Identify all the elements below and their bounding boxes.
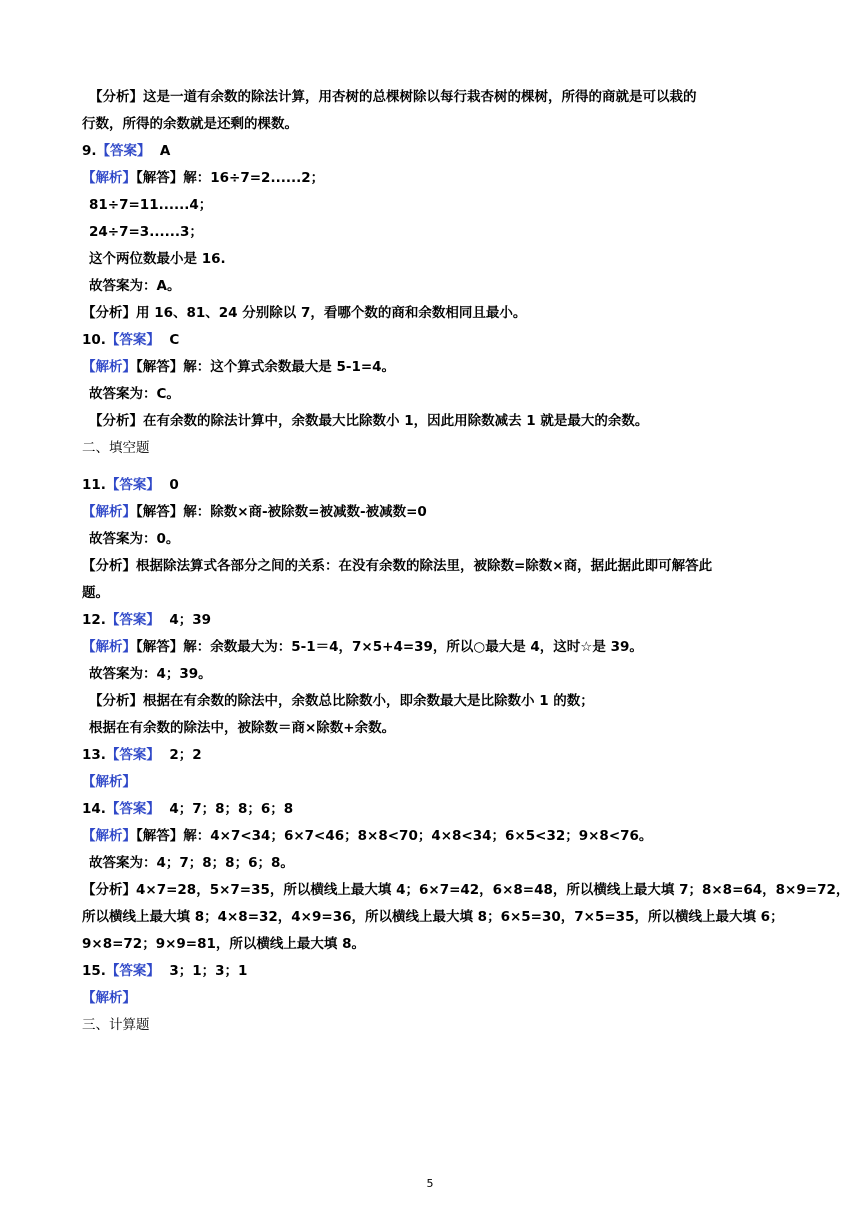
text-line bbox=[82, 219, 782, 246]
label-tag: 【答案】 bbox=[105, 963, 160, 979]
question-number: 10. bbox=[82, 332, 106, 348]
question-number: 14. bbox=[82, 801, 106, 817]
text-line bbox=[82, 580, 782, 607]
line-text: 【解答】解：16÷7=2......2； bbox=[136, 170, 325, 186]
text-line bbox=[82, 931, 782, 958]
label-tag: 【解析】 bbox=[82, 639, 136, 655]
text-line bbox=[82, 84, 782, 111]
line-text: 81÷7=11......4； bbox=[89, 197, 213, 213]
line-text: C bbox=[159, 332, 180, 348]
label-tag: 【答案】 bbox=[105, 477, 160, 493]
section-heading-fill-in: 二、填空题 bbox=[82, 440, 150, 456]
text-line bbox=[82, 246, 782, 273]
label-tag: 【答案】 bbox=[105, 612, 160, 628]
line-text: 故答案为：4；39。 bbox=[89, 666, 212, 682]
line-text: 4；7；8；8；6；8 bbox=[159, 801, 294, 817]
line-text: 行数，所得的余数就是还剩的棵数。 bbox=[82, 116, 298, 132]
text-line bbox=[82, 796, 782, 823]
line-text: 【分析】根据除法算式各部分之间的关系：在没有余数的除法里，被除数=除数×商，据此据此即可解答此 bbox=[82, 558, 713, 574]
text-line bbox=[82, 553, 782, 580]
text-line bbox=[82, 300, 782, 327]
text-line bbox=[82, 138, 782, 165]
text-line bbox=[82, 877, 850, 904]
label-tag: 【解析】 bbox=[82, 828, 136, 844]
line-text: A bbox=[150, 143, 171, 159]
question-number: 11. bbox=[82, 477, 106, 493]
text-line bbox=[82, 904, 782, 931]
line-text: 【分析】这是一道有余数的除法计算，用杏树的总棵树除以每行栽杏树的棵树，所得的商就是可以栽的 bbox=[89, 89, 697, 105]
line-text: 题。 bbox=[82, 585, 109, 601]
label-tag: 【答案】 bbox=[105, 747, 160, 763]
line-text: 【解答】解：余数最大为：5-1＝4，7×5+4=39，所以○最大是 4，这时☆是 39。 bbox=[136, 639, 643, 655]
text-line bbox=[82, 354, 782, 381]
text-line bbox=[82, 634, 782, 661]
line-text: 故答案为：C。 bbox=[89, 386, 180, 402]
answer-content bbox=[82, 84, 850, 1039]
page-number: 5 bbox=[426, 1177, 434, 1190]
label-tag: 【答案】 bbox=[105, 801, 160, 817]
text-line bbox=[82, 850, 782, 877]
line-text: 【解答】解：除数×商-被除数=被减数-被减数=0 bbox=[136, 504, 427, 520]
line-text: 【分析】在有余数的除法计算中，余数最大比除数小 1，因此用除数减去 1 就是最大的余数。 bbox=[89, 413, 649, 429]
text-line bbox=[82, 111, 782, 138]
text-line bbox=[82, 985, 782, 1012]
text-line bbox=[82, 526, 782, 553]
question-number: 13. bbox=[82, 747, 106, 763]
section-heading-calculation: 三、计算题 bbox=[82, 1017, 150, 1033]
label-tag: 【解析】 bbox=[82, 990, 136, 1006]
text-line bbox=[82, 327, 782, 354]
answer-block-1 bbox=[82, 84, 782, 435]
label-tag: 【解析】 bbox=[82, 774, 136, 790]
label-tag: 【解析】 bbox=[82, 504, 136, 520]
text-line bbox=[82, 661, 782, 688]
text-line bbox=[82, 165, 782, 192]
line-text: 所以横线上最大填 8；4×8=32，4×9=36，所以横线上最大填 8；6×5=30，7×5=35，所以横线上最大填 6； bbox=[82, 909, 784, 925]
text-line bbox=[82, 958, 782, 985]
label-tag: 【解析】 bbox=[82, 359, 136, 375]
line-text: 故答案为：0。 bbox=[89, 531, 180, 547]
line-text: 故答案为：A。 bbox=[89, 278, 181, 294]
line-text: 根据在有余数的除法中，被除数＝商×除数+余数。 bbox=[89, 720, 396, 736]
text-line bbox=[82, 381, 782, 408]
text-line bbox=[82, 499, 782, 526]
text-line bbox=[82, 715, 782, 742]
question-number: 9. bbox=[82, 143, 97, 159]
text-line bbox=[82, 688, 782, 715]
line-text: 【分析】根据在有余数的除法中，余数总比除数小，即余数最大是比除数小 1 的数； bbox=[89, 693, 594, 709]
line-text: 【分析】用 16、81、24 分别除以 7，看哪个数的商和余数相同且最小。 bbox=[82, 305, 527, 321]
label-tag: 【解析】 bbox=[82, 170, 136, 186]
text-line bbox=[82, 408, 782, 435]
line-text: 【解答】解：4×7<34；6×7<46；8×8<70；4×8<34；6×5<32；9×8<76。 bbox=[136, 828, 653, 844]
line-text: 故答案为：4；7；8；8；6；8。 bbox=[89, 855, 294, 871]
label-tag: 【答案】 bbox=[105, 332, 160, 348]
text-line bbox=[82, 607, 782, 634]
line-text: 这个两位数最小是 16. bbox=[89, 251, 226, 267]
line-text: 9×8=72；9×9=81，所以横线上最大填 8。 bbox=[82, 936, 365, 952]
line-text: 2；2 bbox=[159, 747, 202, 763]
text-line bbox=[82, 823, 782, 850]
line-text: 0 bbox=[159, 477, 179, 493]
label-tag: 【答案】 bbox=[96, 143, 151, 159]
line-text: 4；39 bbox=[159, 612, 212, 628]
line-text: 【解答】解：这个算式余数最大是 5-1=4。 bbox=[136, 359, 396, 375]
text-line bbox=[82, 273, 782, 300]
text-line bbox=[82, 769, 782, 796]
line-text: 24÷7=3......3； bbox=[89, 224, 203, 240]
question-number: 15. bbox=[82, 963, 106, 979]
line-text: 3；1；3；1 bbox=[159, 963, 248, 979]
text-line bbox=[82, 742, 782, 769]
line-text: 【分析】4×7=28，5×7=35，所以横线上最大填 4；6×7=42，6×8=48，所以横线上最大填 7；8×8=64，8×9=72， bbox=[82, 882, 850, 898]
text-line bbox=[82, 472, 782, 499]
question-number: 12. bbox=[82, 612, 106, 628]
answer-block-2 bbox=[82, 472, 850, 1012]
text-line bbox=[82, 192, 782, 219]
